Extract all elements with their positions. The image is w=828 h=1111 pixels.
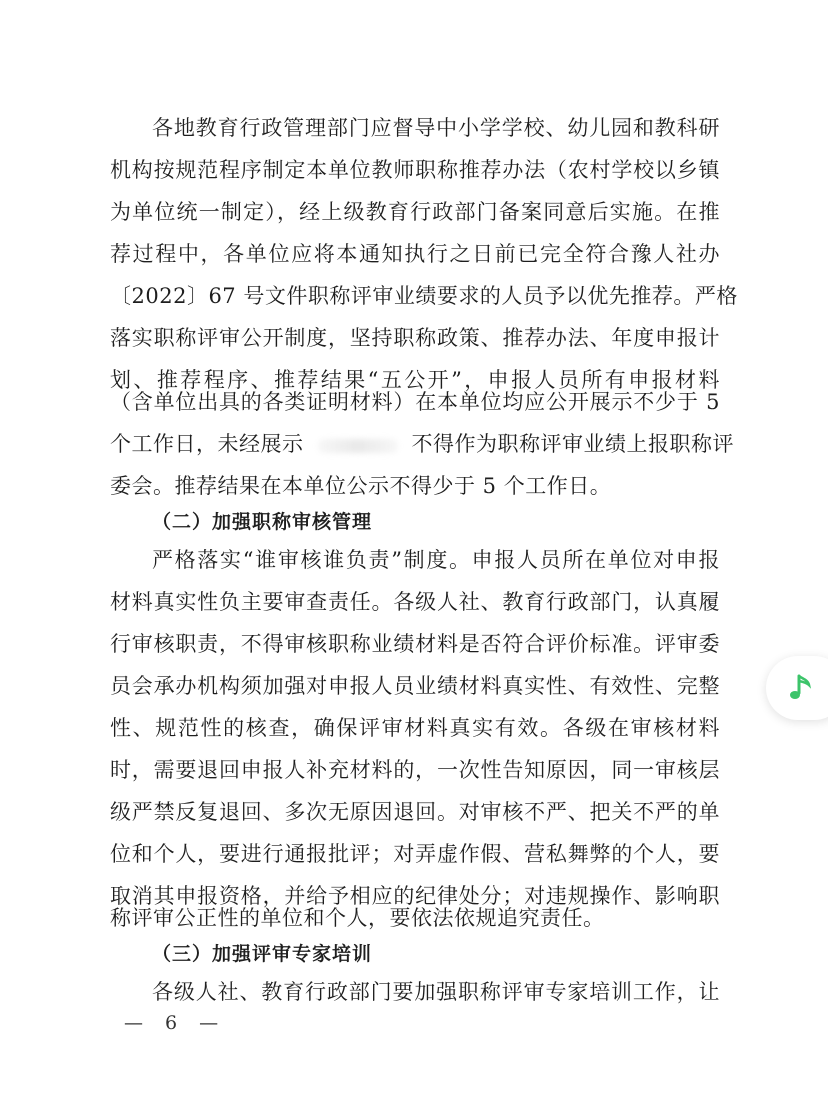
redaction-blur bbox=[318, 439, 398, 453]
section-heading: （二）加强职称审核管理 bbox=[152, 511, 373, 533]
music-float-button[interactable] bbox=[766, 656, 828, 720]
paragraph-line-redacted bbox=[110, 428, 734, 460]
paragraph-line: 机构按规范程序制定本单位教师职称推荐办法（农村学校以乡镇 bbox=[110, 158, 720, 182]
paragraph-line: 〔2022〕67 号文件职称评审业绩要求的人员予以优先推荐。严格 bbox=[110, 284, 738, 308]
paragraph-line: 荐过程中，各单位应将本通知执行之日前已完全符合豫人社办 bbox=[110, 242, 720, 266]
paragraph-line: 取消其申报资格，并给予相应的纪律处分；对违规操作、影响职 bbox=[110, 884, 720, 908]
paragraph-line: 时，需要退回申报人补充材料的，一次性告知原因，同一审核层 bbox=[110, 758, 720, 782]
paragraph-text: 不得作为职称评审业绩上报职称评 bbox=[411, 432, 734, 456]
paragraph-line: （含单位出具的各类证明材料）在本单位均应公开展示不少于 5 bbox=[110, 390, 720, 414]
paragraph-text: 个工作日，未经展示 bbox=[110, 432, 304, 456]
paragraph-line: 称评审公正性的单位和个人，要依法依规追究责任。 bbox=[110, 906, 605, 930]
paragraph-line: 位和个人，要进行通报批评；对弄虚作假、营私舞弊的个人，要 bbox=[110, 842, 720, 866]
page-number: — 6 — bbox=[124, 1012, 227, 1034]
music-note-icon bbox=[786, 672, 818, 704]
paragraph-line: 行审核职责，不得审核职称业绩材料是否符合评价标准。评审委 bbox=[110, 632, 720, 656]
section-heading: （三）加强评审专家培训 bbox=[152, 943, 373, 965]
paragraph-line: 级严禁反复退回、多次无原因退回。对审核不严、把关不严的单 bbox=[110, 800, 720, 824]
paragraph-line: 各地教育行政管理部门应督导中小学学校、幼儿园和教科研 bbox=[152, 116, 720, 140]
paragraph-line: 性、规范性的核查，确保评审材料真实有效。各级在审核材料 bbox=[110, 716, 720, 740]
paragraph-line: 委会。推荐结果在本单位公示不得少于 5 个工作日。 bbox=[110, 474, 612, 498]
paragraph-line: 严格落实“谁审核谁负责”制度。申报人员所在单位对申报 bbox=[152, 548, 720, 572]
paragraph-line: 为单位统一制定），经上级教育行政部门备案同意后实施。在推 bbox=[110, 200, 720, 224]
paragraph-line: 划、推荐程序、推荐结果“五公开”，申报人员所有申报材料 bbox=[110, 368, 720, 392]
paragraph-line: 各级人社、教育行政部门要加强职称评审专家培训工作，让 bbox=[152, 980, 720, 1004]
paragraph-line: 材料真实性负主要审查责任。各级人社、教育行政部门，认真履 bbox=[110, 590, 720, 614]
paragraph-line: 落实职称评审公开制度，坚持职称政策、推荐办法、年度申报计 bbox=[110, 326, 720, 350]
paragraph-line: 员会承办机构须加强对申报人员业绩材料真实性、有效性、完整 bbox=[110, 674, 720, 698]
